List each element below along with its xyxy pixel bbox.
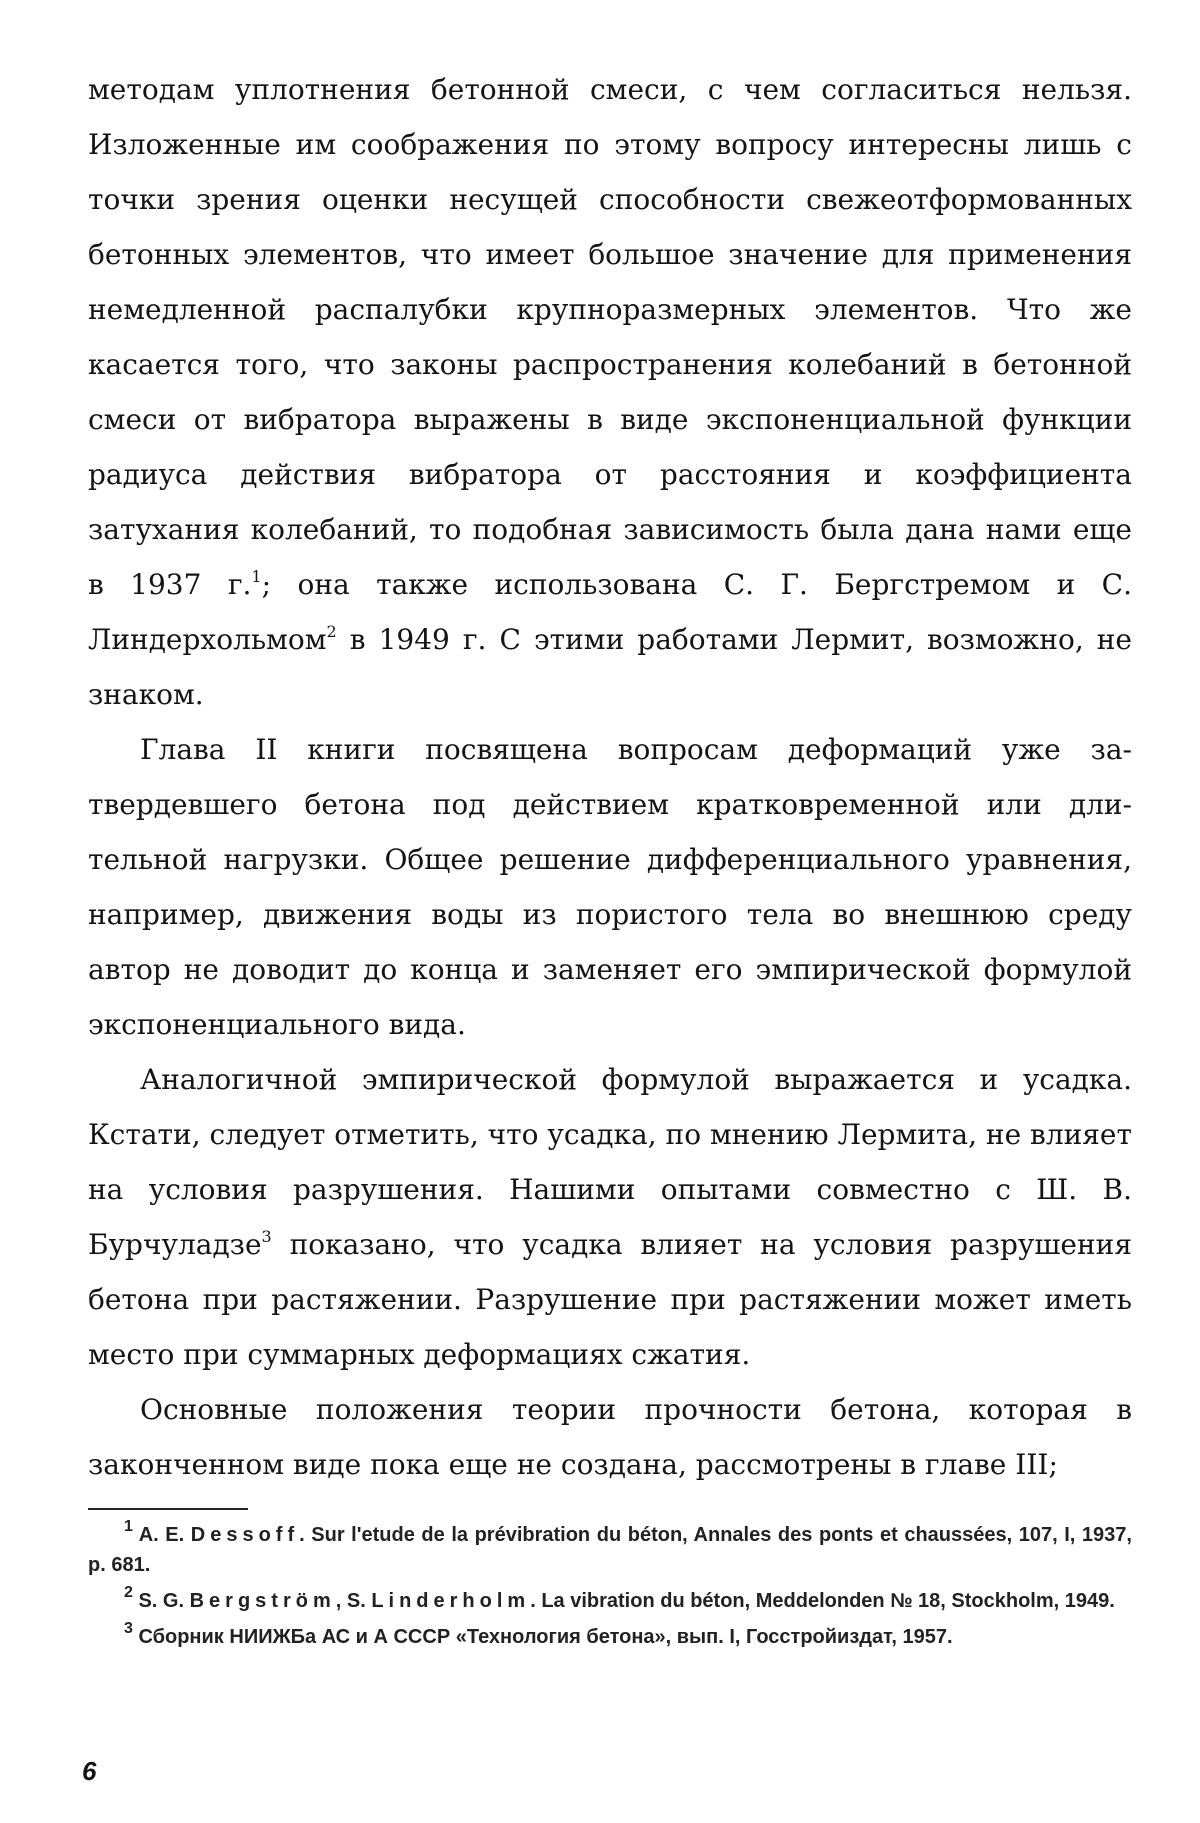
text-run: ; она также использована С. Г. Бергстремом и С. Линдерхольмом [88,568,1132,656]
author-name: Linderholm [371,1590,531,1612]
paragraph [88,1382,1132,1492]
footnote-ref: 3 [261,1226,272,1246]
text-run: . La vibration du béton, Meddelonden № 18, Stockholm, 1949. [530,1590,1115,1612]
text-run: Основные положения теории прочности бетона, которая в законченном виде пока еще не создана, рассмотрены в главе III; [88,1393,1132,1481]
author-name: Dessoff [190,1524,300,1546]
footnote [88,1520,1132,1580]
footnote-ref: 2 [124,1584,133,1602]
page-number: 6 [82,1756,97,1786]
footnote [88,1586,1132,1616]
footnote-ref: 3 [124,1620,133,1638]
text-run: Сборник НИИЖБа АС и А СССР «Технология бетона», вып. I, Госстройиздат, 1957. [132,1626,953,1648]
text-run: в 1949 г. С этими работами Лермит, возможно, не знаком. [88,623,1132,711]
paragraph [88,62,1132,722]
paragraph [88,722,1132,1052]
body-text [88,62,1132,1492]
text-run: Глава II книги посвящена вопросам деформаций уже затвердевшего бетона под действием кратковременной или длительной нагрузки. Общее решение дифференциального уравнения, например, движения воды из пористого тела во внешнюю среду автор не доводит до конца и заменяет его эмпирической формулой экспоненциального вида. [88,733,1132,1041]
text-run: , S. [335,1590,372,1612]
footnote-ref: 1 [124,1518,133,1536]
footnote-rule [88,1508,248,1510]
footnote-ref: 1 [251,566,262,586]
footnote [88,1622,1132,1652]
text-run: . Sur l'etude de la prévibration du béton, Annales des ponts et chaussées, 107, I, 1937, p. 681. [88,1524,1132,1576]
text-run: показано, что усадка влияет на условия разрушения бетона при растяжении. Разрушение при растяжении может иметь место при суммарных деформациях сжатия. [88,1228,1132,1371]
text-run: Аналогичной эмпирической формулой выражается и усадка. Кстати, следует отметить, что усадка, по мнению Лермита, не влияет на условия разрушения. Нашими опытами совместно с Ш. В. Бурчуладзе [88,1063,1132,1261]
paragraph [88,1052,1132,1382]
author-name: Bergström [189,1590,336,1612]
text-run: A. E. [132,1524,191,1546]
text-run: методам уплотнения бетонной смеси, с чем согласиться нельзя. Изложенные им соображения по этому вопросу интересны лишь с точки зрения оценки несущей способности свежеотформованных бетонных элементов, что имеет большое значение для применения немедленной распалубки крупноразмерных элементов. Что же касается того, что законы распространения колебаний в бетонной смеси от вибратора выражены в виде экспоненциальной функции радиуса действия вибратора от расстояния и коэффициента затухания колебаний, то подобная зависимость была дана нами еще в 1937 г. [88,73,1132,601]
footnote-ref: 2 [326,621,337,641]
text-run: S. G. [132,1590,190,1612]
page [88,62,1132,1658]
footnotes [88,1520,1132,1652]
